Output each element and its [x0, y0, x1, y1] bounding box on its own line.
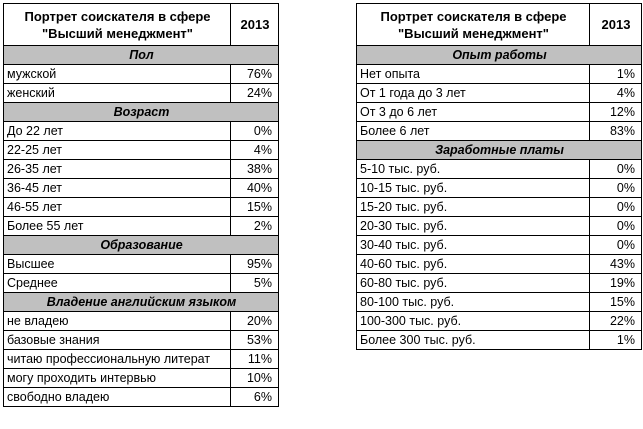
row-label: 80-100 тыс. руб.: [357, 293, 590, 312]
row-label: могу проходить интервью: [4, 369, 231, 388]
table-row: [4, 65, 279, 84]
row-label: Высшее: [4, 255, 231, 274]
row-value: 4%: [231, 141, 279, 160]
row-label: не владею: [4, 312, 231, 331]
table-row: [4, 274, 279, 293]
table-row: [357, 274, 642, 293]
table-row: [357, 255, 642, 274]
table-row: [4, 369, 279, 388]
row-value: 1%: [590, 65, 642, 84]
row-value: 38%: [231, 160, 279, 179]
row-value: 6%: [231, 388, 279, 407]
table-title-line2: "Высший менеджмент": [398, 25, 549, 41]
row-label: 10-15 тыс. руб.: [357, 179, 590, 198]
row-value: 95%: [231, 255, 279, 274]
table-row: [357, 160, 642, 179]
row-value: 2%: [231, 217, 279, 236]
table-row: [4, 160, 279, 179]
left-table-body: [4, 4, 279, 407]
table-row: [357, 217, 642, 236]
table-row: [4, 198, 279, 217]
row-value: 0%: [590, 236, 642, 255]
row-value: 12%: [590, 103, 642, 122]
year-header: 2013: [231, 4, 279, 46]
section-header-row: [4, 293, 279, 312]
row-label: 20-30 тыс. руб.: [357, 217, 590, 236]
row-value: 40%: [231, 179, 279, 198]
row-value: 24%: [231, 84, 279, 103]
row-value: 4%: [590, 84, 642, 103]
table-row: [4, 179, 279, 198]
row-value: 0%: [590, 198, 642, 217]
row-label: До 22 лет: [4, 122, 231, 141]
table-row: [4, 255, 279, 274]
row-label: 26-35 лет: [4, 160, 231, 179]
section-header-row: [357, 141, 642, 160]
row-value: 15%: [231, 198, 279, 217]
section-title: Возраст: [4, 103, 279, 122]
table-header-row: [357, 4, 642, 46]
table-row: [357, 84, 642, 103]
row-value: 0%: [231, 122, 279, 141]
table-row: [4, 84, 279, 103]
table-title-line1: Портрет соискателя в сфере: [380, 8, 567, 24]
row-label: читаю профессиональную литерат: [4, 350, 231, 369]
row-label: От 1 года до 3 лет: [357, 84, 590, 103]
table-row: [357, 312, 642, 331]
row-label: 100-300 тыс. руб.: [357, 312, 590, 331]
table-title-cell: [357, 4, 590, 46]
row-label: 60-80 тыс. руб.: [357, 274, 590, 293]
row-label: Более 6 лет: [357, 122, 590, 141]
table-row: [4, 122, 279, 141]
section-header-row: [4, 103, 279, 122]
table-row: [357, 236, 642, 255]
table-row: [357, 293, 642, 312]
section-title: Заработные платы: [357, 141, 642, 160]
table-row: [357, 179, 642, 198]
table-row: [4, 388, 279, 407]
row-label: 40-60 тыс. руб.: [357, 255, 590, 274]
row-label: 46-55 лет: [4, 198, 231, 217]
table-title-line2: "Высший менеджмент": [42, 25, 193, 41]
table-row: [357, 331, 642, 350]
row-label: Более 55 лет: [4, 217, 231, 236]
section-title: Образование: [4, 236, 279, 255]
right-table-body: [357, 4, 642, 350]
row-label: Более 300 тыс. руб.: [357, 331, 590, 350]
row-value: 0%: [590, 217, 642, 236]
year-header: 2013: [590, 4, 642, 46]
row-label: базовые знания: [4, 331, 231, 350]
row-label: 5-10 тыс. руб.: [357, 160, 590, 179]
row-value: 20%: [231, 312, 279, 331]
row-value: 10%: [231, 369, 279, 388]
row-label: 22-25 лет: [4, 141, 231, 160]
row-label: женский: [4, 84, 231, 103]
table-title-cell: [4, 4, 231, 46]
section-header-row: [4, 46, 279, 65]
table-row: [4, 217, 279, 236]
table-row: [357, 65, 642, 84]
table-row: [357, 103, 642, 122]
table-row: [4, 312, 279, 331]
table-title-line1: Портрет соискателя в сфере: [24, 8, 211, 24]
row-label: Нет опыта: [357, 65, 590, 84]
section-title: Пол: [4, 46, 279, 65]
right-stats-table: [356, 3, 642, 350]
section-header-row: [357, 46, 642, 65]
table-row: [357, 122, 642, 141]
row-label: свободно владею: [4, 388, 231, 407]
section-header-row: [4, 236, 279, 255]
row-value: 5%: [231, 274, 279, 293]
row-value: 53%: [231, 331, 279, 350]
table-header-row: [4, 4, 279, 46]
row-value: 83%: [590, 122, 642, 141]
row-label: 15-20 тыс. руб.: [357, 198, 590, 217]
row-value: 0%: [590, 160, 642, 179]
row-value: 22%: [590, 312, 642, 331]
section-title: Владение английским языком: [4, 293, 279, 312]
section-title: Опыт работы: [357, 46, 642, 65]
row-label: 36-45 лет: [4, 179, 231, 198]
table-row: [4, 331, 279, 350]
row-value: 0%: [590, 179, 642, 198]
left-stats-table: [3, 3, 279, 407]
row-label: 30-40 тыс. руб.: [357, 236, 590, 255]
row-value: 76%: [231, 65, 279, 84]
table-row: [357, 198, 642, 217]
table-row: [4, 141, 279, 160]
row-label: мужской: [4, 65, 231, 84]
row-value: 1%: [590, 331, 642, 350]
table-row: [4, 350, 279, 369]
row-label: Среднее: [4, 274, 231, 293]
row-value: 11%: [231, 350, 279, 369]
row-value: 19%: [590, 274, 642, 293]
row-label: От 3 до 6 лет: [357, 103, 590, 122]
row-value: 43%: [590, 255, 642, 274]
row-value: 15%: [590, 293, 642, 312]
